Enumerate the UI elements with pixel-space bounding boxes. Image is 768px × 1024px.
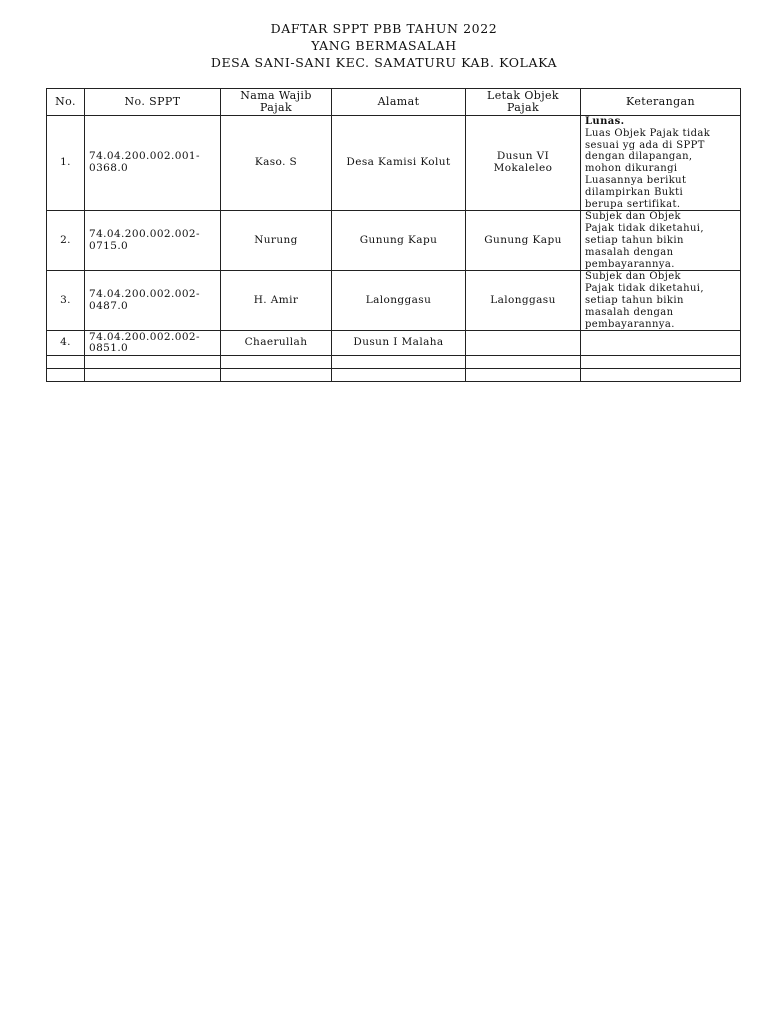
cell-no: 2. xyxy=(47,211,85,271)
header-no: No. xyxy=(47,89,85,116)
cell-sppt: 74.04.200.002.001- 0368.0 xyxy=(85,116,221,211)
cell-keterangan xyxy=(581,331,741,356)
cell-nama: Nurung xyxy=(221,211,332,271)
cell-keterangan: Subjek dan Objek Pajak tidak diketahui, setiap tahun bikin masalah dengan pembayarannya. xyxy=(581,271,741,331)
title-line-2: YANG BERMASALAH xyxy=(311,38,457,53)
cell-keterangan: Subjek dan Objek Pajak tidak diketahui, setiap tahun bikin masalah dengan pembayarannya. xyxy=(581,211,741,271)
sppt-table xyxy=(46,88,741,382)
table-row-empty xyxy=(47,369,741,382)
cell-sppt: 74.04.200.002.002- 0487.0 xyxy=(85,271,221,331)
cell-nama: H. Amir xyxy=(221,271,332,331)
cell-keterangan: Lunas. Luas Objek Pajak tidak sesuai yg ada di SPPT dengan dilapangan, mohon dikurangi Luasannya berikut dilampirkan Bukti berupa sertifikat. xyxy=(581,116,741,211)
table-row xyxy=(47,331,741,356)
header-nama: Nama Wajib Pajak xyxy=(221,89,332,116)
cell-alamat: Lalonggasu xyxy=(332,271,466,331)
table-row xyxy=(47,116,741,211)
table-header-row xyxy=(47,89,741,116)
title-line-1: DAFTAR SPPT PBB TAHUN 2022 xyxy=(270,21,498,36)
cell-letak: Gunung Kapu xyxy=(466,211,581,271)
document-title xyxy=(0,20,768,71)
table-row xyxy=(47,271,741,331)
cell-sppt: 74.04.200.002.002- 0715.0 xyxy=(85,211,221,271)
title-line-3: DESA SANI-SANI KEC. SAMATURU KAB. KOLAKA xyxy=(210,55,558,70)
cell-no: 3. xyxy=(47,271,85,331)
header-letak: Letak Objek Pajak xyxy=(466,89,581,116)
header-sppt: No. SPPT xyxy=(85,89,221,116)
cell-sppt: 74.04.200.002.002- 0851.0 xyxy=(85,331,221,356)
header-alamat: Alamat xyxy=(332,89,466,116)
keterangan-status: Lunas. xyxy=(585,116,625,127)
table-row-empty xyxy=(47,356,741,369)
header-keterangan: Keterangan xyxy=(581,89,741,116)
cell-letak xyxy=(466,331,581,356)
cell-alamat: Desa Kamisi Kolut xyxy=(332,116,466,211)
cell-letak: Dusun VI Mokaleleo xyxy=(466,116,581,211)
table-row xyxy=(47,211,741,271)
cell-nama: Chaerullah xyxy=(221,331,332,356)
cell-nama: Kaso. S xyxy=(221,116,332,211)
cell-alamat: Gunung Kapu xyxy=(332,211,466,271)
cell-alamat: Dusun I Malaha xyxy=(332,331,466,356)
cell-letak: Lalonggasu xyxy=(466,271,581,331)
cell-no: 1. xyxy=(47,116,85,211)
cell-no: 4. xyxy=(47,331,85,356)
